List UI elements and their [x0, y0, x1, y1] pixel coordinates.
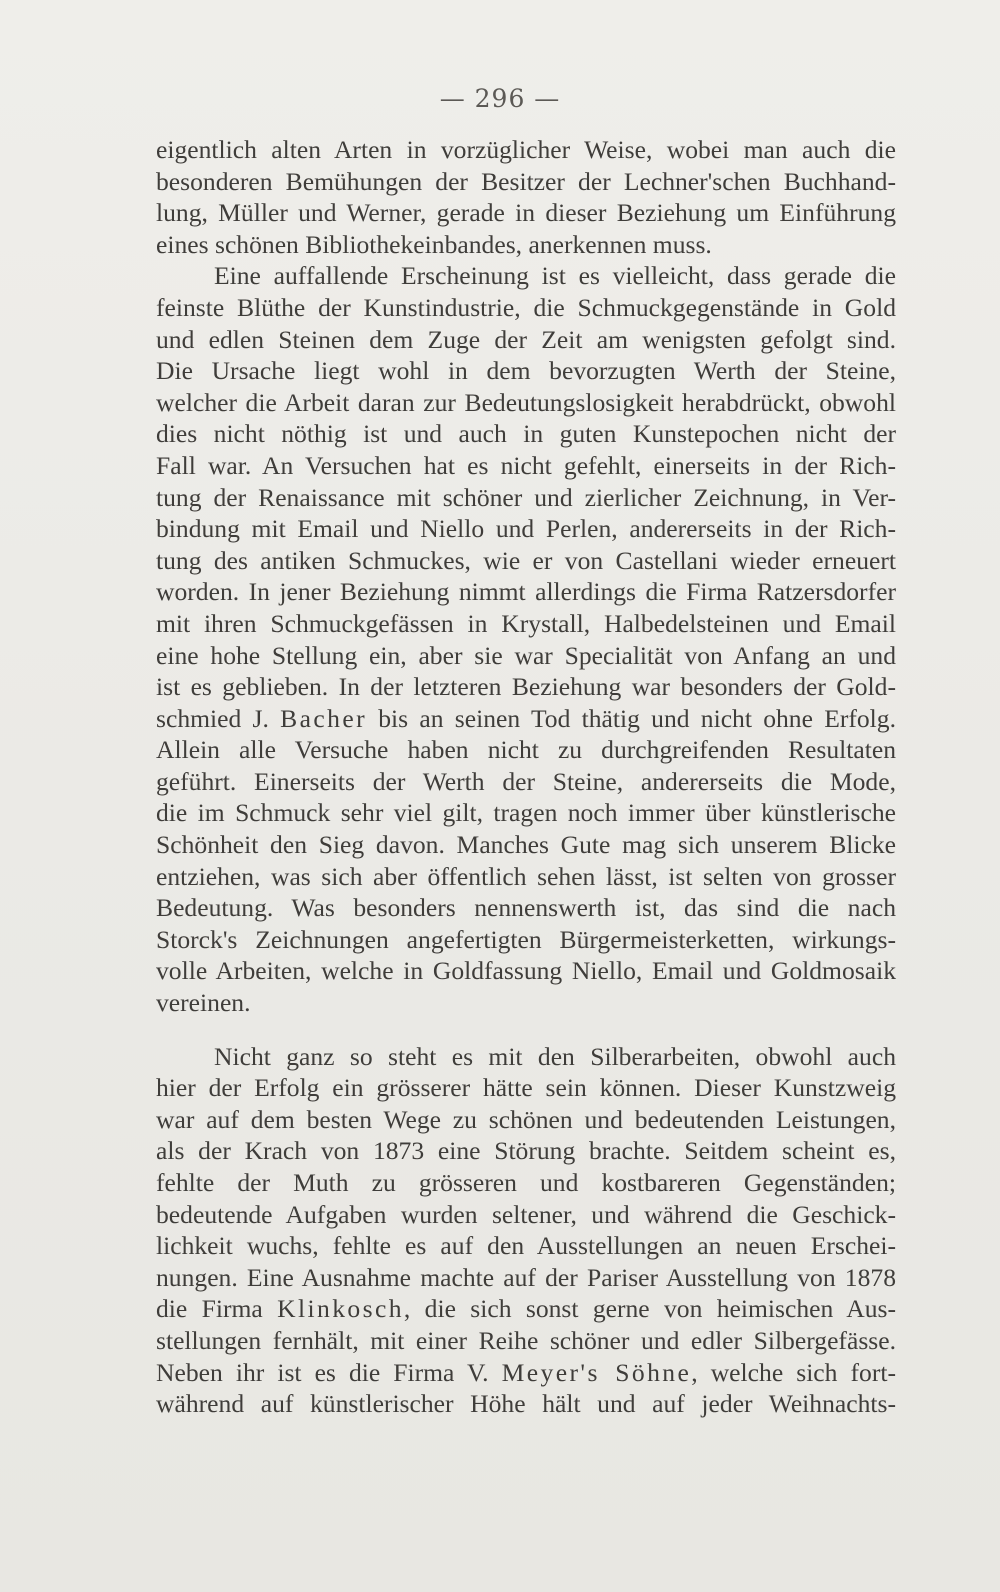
text-line: bedeutende Aufgaben wurden seltener, und während die Geschick-	[156, 1199, 896, 1229]
text-line: lichkeit wuchs, fehlte es auf den Ausstellungen an neuen Erschei-	[156, 1231, 896, 1261]
paragraph-spacer	[156, 1019, 896, 1041]
text-line: die im Schmuck sehr viel gilt, tragen noch immer über künstlerische	[156, 798, 896, 828]
text-line: Nicht ganz so steht es mit den Silberarbeiten, obwohl auch	[214, 1041, 896, 1071]
text-fragment: die Firma	[156, 1294, 278, 1324]
text-line: vereinen.	[156, 988, 251, 1018]
company-name-meyer: Meyer's Söhne	[501, 1357, 692, 1387]
text-line: und edlen Steinen dem Zuge der Zeit am wenigsten gefolgt sind.	[156, 324, 896, 354]
text-line: Allein alle Versuche haben nicht zu durchgreifenden Resultaten	[156, 735, 896, 765]
text-line: Die Ursache liegt wohl in dem bevorzugten Werth der Steine,	[156, 356, 896, 386]
text-line: fehlte der Muth zu grösseren und kostbareren Gegenständen;	[156, 1168, 896, 1197]
paragraph-1	[156, 134, 896, 260]
company-name-klinkosch: Klinkosch	[277, 1294, 404, 1324]
text-line: ist es geblieben. In der letzteren Beziehung war besonders der Gold-	[156, 672, 896, 702]
text-fragment: Neben ihr ist es die Firma V.	[156, 1357, 502, 1387]
text-line: welcher die Arbeit daran zur Bedeutungslosigkeit herabdrückt, obwohl	[156, 387, 896, 417]
text-line: feinste Blüthe der Kunstindustrie, die Schmuckgegenstände in Gold	[156, 292, 896, 322]
person-name-bacher: Bacher	[280, 703, 368, 733]
text-line: nungen. Eine Ausnahme machte auf der Pariser Ausstellung von 1878	[156, 1262, 896, 1292]
text-line: war auf dem besten Wege zu schönen und bedeutenden Leistungen,	[156, 1104, 896, 1134]
text-line: tung des antiken Schmuckes, wie er von Castellani wieder erneuert	[156, 545, 896, 575]
text-line: als der Krach von 1873 eine Störung brachte. Seitdem scheint es,	[156, 1136, 896, 1166]
text-line: hier der Erfolg ein grösserer hätte sein können. Dieser Kunstzweig	[156, 1073, 896, 1103]
text-line: Fall war. An Versuchen hat es nicht gefehlt, einerseits in der Rich-	[156, 450, 896, 480]
text-fragment: , die sich sonst gerne von heimischen Aus-	[403, 1294, 897, 1324]
page-number: — 296 —	[439, 84, 561, 113]
text-line: Schönheit den Sieg davon. Manches Gute mag sich unserem Blicke	[156, 830, 896, 860]
text-line: volle Arbeiten, welche in Goldfassung Niello, Email und Goldmosaik	[156, 956, 896, 986]
text-line: eigentlich alten Arten in vorzüglicher Weise, wobei man auch die	[156, 135, 896, 164]
text-fragment: bis an seinen Tod thätig und nicht ohne Erfolg.	[367, 703, 896, 733]
text-line	[156, 703, 896, 735]
text-line: tung der Renaissance mit schöner und zierlicher Zeichnung, in Ver-	[156, 482, 896, 512]
body-text	[156, 134, 896, 1420]
text-line	[156, 1293, 896, 1325]
text-line: Eine auffallende Erscheinung ist es vielleicht, dass gerade die	[214, 261, 896, 291]
text-line: eine hohe Stellung ein, aber sie war Specialität von Anfang an und	[156, 640, 896, 670]
text-fragment: , welche sich fort-	[691, 1357, 896, 1387]
text-fragment: schmied J.	[156, 703, 281, 733]
text-line: worden. In jener Beziehung nimmt allerdings die Firma Ratzersdorfer	[156, 577, 896, 607]
text-line: Storck's Zeichnungen angefertigten Bürgermeisterketten, wirkungs-	[156, 924, 896, 954]
text-line: dies nicht nöthig ist und auch in guten Kunstepochen nicht der	[156, 419, 896, 449]
text-line: während auf künstlerischer Höhe hält und auf jeder Weihnachts-	[156, 1389, 896, 1419]
paragraph-2	[156, 260, 896, 1018]
text-line: mit ihren Schmuckgefässen in Krystall, Halbedelsteinen und Email	[156, 608, 896, 638]
text-line: stellungen fernhält, mit einer Reihe schöner und edler Silbergefässe.	[156, 1325, 896, 1355]
text-line: lung, Müller und Werner, gerade in dieser Beziehung um Einführung	[156, 198, 896, 228]
text-line: geführt. Einerseits der Werth der Steine, andererseits die Mode,	[156, 766, 896, 796]
text-line: bindung mit Email und Niello und Perlen, andererseits in der Rich-	[156, 514, 896, 544]
text-line: entziehen, was sich aber öffentlich sehen lässt, ist selten von grosser	[156, 861, 896, 891]
text-line: eines schönen Bibliothekeinbandes, anerkennen muss.	[156, 229, 712, 259]
paragraph-3	[156, 1041, 896, 1420]
text-line: besonderen Bemühungen der Besitzer der Lechner'schen Buchhand-	[156, 166, 896, 196]
text-line: Bedeutung. Was besonders nennenswerth ist, das sind die nach	[156, 893, 896, 923]
text-line	[156, 1357, 896, 1389]
